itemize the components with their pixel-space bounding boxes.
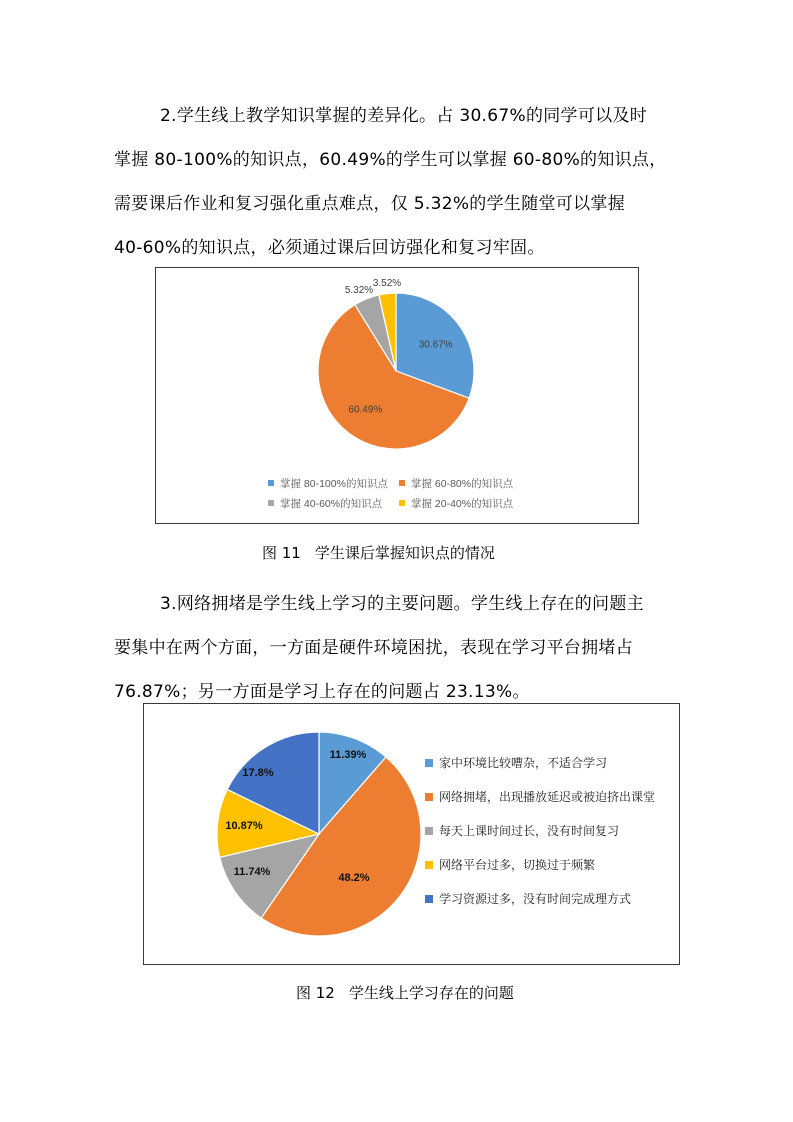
legend-label: 掌握 40-60%的知识点 [280, 498, 383, 510]
chart-frame-fig11 [155, 267, 639, 524]
legend-swatch [425, 759, 433, 767]
legend-swatch [425, 827, 433, 835]
caption-text: 学生线上学习存在的问题 [348, 984, 514, 1002]
legend-swatch [268, 480, 274, 486]
figure-caption-12 [296, 982, 514, 1003]
data-label: 17.8% [242, 767, 274, 779]
legend-swatch [268, 500, 274, 506]
text-line: 要集中在两个方面，一方面是硬件环境困扰，表现在学习平台拥堵占 [114, 638, 633, 658]
text-line: 3.网络拥堵是学生线上学习的主要问题。学生线上存在的问题主 [160, 594, 644, 614]
legend-label: 家中环境比较嘈杂，不适合学习 [439, 756, 608, 770]
data-label: 3.52% [372, 278, 402, 289]
caption-number: 图 12 [296, 984, 335, 1002]
paragraph-network-issues [114, 582, 680, 714]
legend-label: 掌握 20-40%的知识点 [411, 498, 514, 510]
figure-caption-11 [262, 542, 495, 563]
text-line: 40-60%的知识点，必须通过课后回访强化和复习牢固。 [114, 238, 545, 258]
data-label: 11.74% [233, 866, 271, 878]
caption-number: 图 11 [262, 544, 301, 562]
data-label: 30.67% [418, 339, 453, 351]
legend-label: 网络拥堵，出现播放延迟或被迫挤出课堂 [439, 790, 656, 804]
legend-swatch [425, 793, 433, 801]
text-line: 掌握 80-100%的知识点，60.49%的学生可以掌握 60-80%的知识点， [114, 150, 667, 170]
legend-label: 学习资源过多，没有时间完成理方式 [439, 892, 632, 906]
text-line: 需要课后作业和复习强化重点难点，仅 5.32%的学生随堂可以掌握 [114, 194, 626, 214]
data-label: 5.32% [344, 285, 374, 296]
data-label: 11.39% [329, 749, 367, 761]
paragraph-knowledge-mastery [114, 94, 680, 270]
legend-label: 掌握 80-100%的知识点 [280, 478, 388, 490]
data-label: 60.49% [348, 404, 383, 416]
legend-swatch [399, 500, 405, 506]
legend-swatch [425, 895, 433, 903]
data-label: 10.87% [225, 820, 263, 832]
legend-swatch [399, 480, 405, 486]
text-line: 2.学生线上教学知识掌握的差异化。占 30.67%的同学可以及时 [160, 106, 648, 126]
legend-label: 每天上课时间过长，没有时间复习 [439, 824, 620, 838]
legend-label: 掌握 60-80%的知识点 [411, 478, 514, 490]
pie-chart-problems [144, 704, 679, 964]
text-line: 76.87%；另一方面是学习上存在的问题占 23.13%。 [114, 682, 530, 702]
legend-label: 网络平台过多，切换过于频繁 [439, 858, 596, 872]
caption-text: 学生课后掌握知识点的情况 [314, 544, 495, 562]
chart-frame-fig12 [143, 703, 680, 965]
pie-chart-knowledge [156, 268, 638, 523]
legend-swatch [425, 861, 433, 869]
data-label: 48.2% [338, 872, 370, 884]
